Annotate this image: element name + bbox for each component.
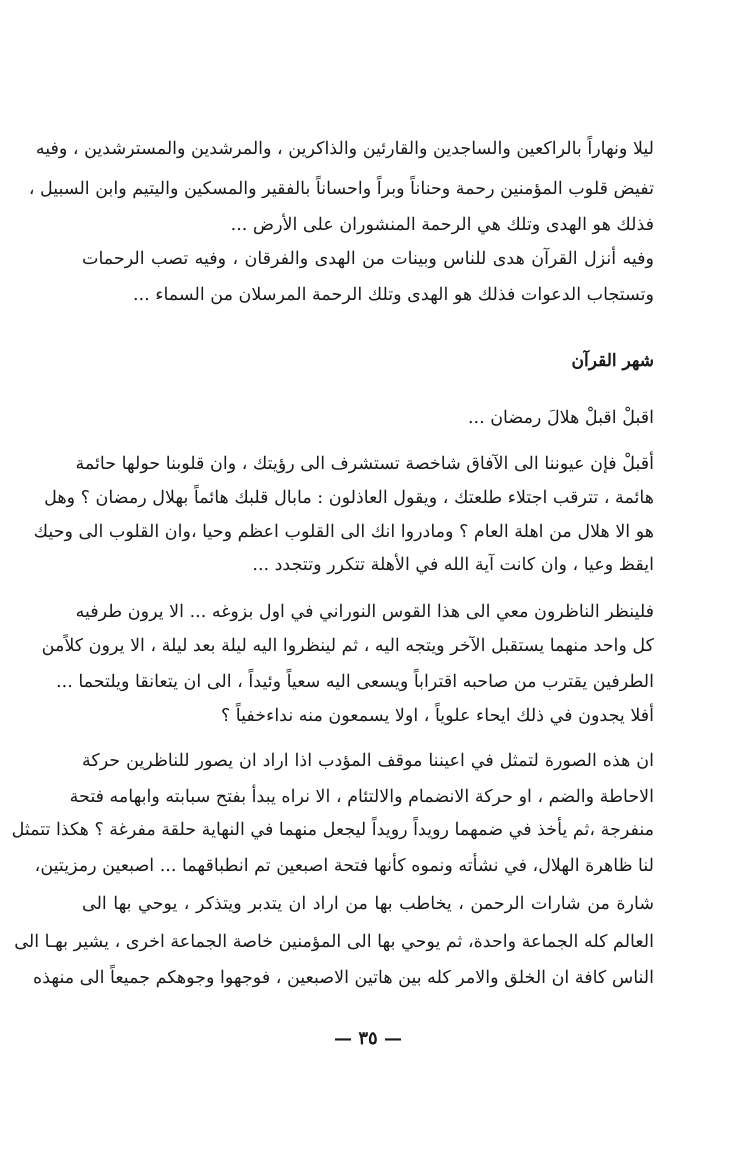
text-line: الاحاطة والضم ، او حركة الانضمام والالتئام ، الا نراه يبدأ بفتح سبابته وابهامه فتحة <box>69 787 654 807</box>
text-line: العالم كله الجماعة واحدة، ثم يوحي بها الى المؤمنين خاصة الجماعة اخرى ، يشير بهـا الى <box>14 932 654 952</box>
text-line: ليلا ونهاراً بالراكعين والساجدين والقارئين والذاكرين ، والمرشدين والمسترشدين ، وفيه <box>35 139 654 159</box>
text-line: فذلك هو الهدى وتلك هي الرحمة المنشوران على الأرض ... <box>230 215 654 235</box>
text-line: فلينظر الناظرون معي الى هذا القوس النوراني في اول بزوغه ... الا يرون طرفيه <box>75 602 654 622</box>
text-line: اقبلْ اقبلْ هلالَ رمضان ... <box>467 408 654 428</box>
text-line: هو الا هلال من اهلة العام ؟ ومادروا انك الى القلوب اعظم وحيا ،وان القلوب الى وحيك <box>33 522 654 542</box>
text-line: وفيه أنزل القرآن هدى للناس وبينات من الهدى والفرقان ، وفيه تصب الرحمات <box>82 249 654 269</box>
text-line: منفرجة ،ثم يأخذ في ضمهما رويداً رويداً ليجعل منهما في النهاية حلقة مفرغة ؟ هكذا تتمثل <box>11 820 654 840</box>
text-line: ان هذه الصورة لتمثل في اعيننا موقف المؤدب اذا اراد ان يصور للناظرين حركة <box>82 751 654 771</box>
text-line: الطرفين يقترب من صاحبه اقتراباً ويسعى اليه سعياً وئيداً ، الى ان يتعانقا ويلتحما ... <box>56 672 654 692</box>
text-line: الناس كافة ان الخلق والامر كله بين هاتين الاصبعين ، فوجهوا وجوهكم جميعاً الى منهذه <box>33 968 654 988</box>
section-heading: شهر القرآن <box>571 351 654 371</box>
text-line: ايقظ وعيا ، وان كانت آية الله في الأهلة تتكرر وتتجدد ... <box>252 555 654 575</box>
text-line: لنا ظاهرة الهلال، في نشأته ونموه كأنها فتحة اصبعين تم انطباقهما ... اصبعين رمزيتين، <box>34 856 654 876</box>
text-line: وتستجاب الدعوات فذلك هو الهدى وتلك الرحمة المرسلان من السماء ... <box>132 285 654 305</box>
text-line: هائمة ، تترقب اجتلاء طلعتك ، ويقول العاذلون : مابال قلبك هائماً بهلال رمضان ؟ وهل <box>44 488 654 508</box>
text-line: كل واحد منهما يستقبل الآخر ويتجه اليه ، ثم لينظروا اليه ليلة بعد ليلة ، الا يرون كلاًمن <box>41 636 654 656</box>
text-line: أفلا يجدون في ذلك ايحاء علوياً ، اولا يسمعون منه نداءخفياً ؟ <box>220 706 654 726</box>
text-line: شارة من شارات الرحمن ، يخاطب بها من اراد ان يتدبر ويتذكر ، يوحي بها الى <box>82 894 654 914</box>
page-number: — ٣٥ — <box>334 1028 402 1049</box>
text-line: أقبلْ فإن عيوننا الى الآفاق شاخصة تستشرف الى رؤيتك ، وان قلوبنا حولها حائمة <box>75 454 654 474</box>
text-line: تفيض قلوب المؤمنين رحمة وحناناً وبراً واحساناً بالفقير والمسكين واليتيم وابن السبيل ، <box>28 179 654 199</box>
